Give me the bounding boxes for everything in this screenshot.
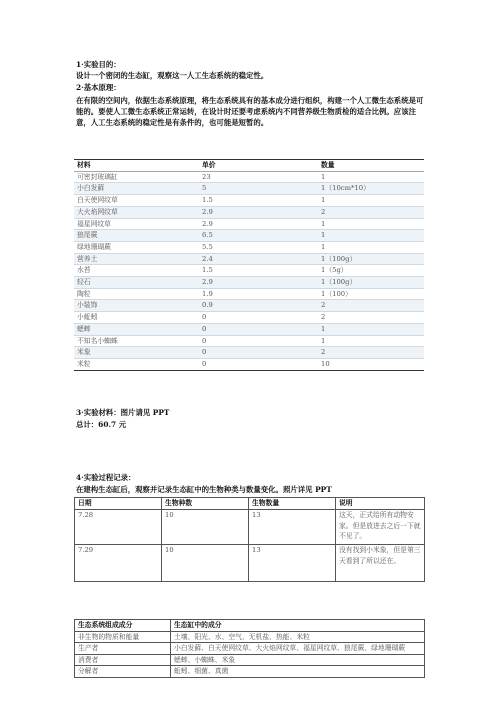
materials-cell-material: 水苔 <box>74 265 199 277</box>
materials-cell-blank <box>256 241 318 253</box>
materials-cell-blank <box>256 288 318 300</box>
table-row <box>74 241 424 253</box>
materials-cell-price: 0.9 <box>199 300 256 312</box>
process-cell-count: 13 <box>249 510 336 545</box>
materials-cell-blank <box>256 218 318 230</box>
materials-cell-blank <box>256 265 318 277</box>
process-header-note: 说明 <box>336 498 425 510</box>
materials-cell-price: 2.9 <box>199 206 256 218</box>
materials-cell-qty: 10 <box>318 358 424 370</box>
materials-cell-price: 1.9 <box>199 288 256 300</box>
table-row <box>74 335 424 347</box>
materials-cell-qty: 1（10cm*10） <box>318 183 424 195</box>
materials-cell-price: 1.5 <box>199 265 256 277</box>
materials-cell-blank <box>256 277 318 289</box>
section-3-title: 3·实验材料：图片请见 PPT <box>76 408 170 417</box>
ecosystem-cell-contents: 小白发藓、白天使网纹草、大火焰网纹草、福星网纹草、狼尾蕨、绿地珊瑚蕨 <box>171 643 425 654</box>
ecosystem-header-row <box>75 620 425 632</box>
materials-cell-material: 米粒 <box>74 358 199 370</box>
materials-cell-material: 大火焰网纹草 <box>74 206 199 218</box>
materials-cell-material: 白天使网纹草 <box>74 195 199 207</box>
table-row <box>74 358 424 370</box>
materials-cell-price: 6.5 <box>199 230 256 242</box>
materials-cell-blank <box>256 171 318 183</box>
ecosystem-cell-component: 分解者 <box>75 666 171 677</box>
table-row <box>74 323 424 335</box>
materials-cell-material: 小装饰 <box>74 300 199 312</box>
materials-cell-qty: 1 <box>318 241 424 253</box>
process-cell-date: 7.28 <box>75 510 162 545</box>
materials-cell-material: 福星网纹草 <box>74 218 199 230</box>
ecosystem-cell-contents: 蟋蟀、小蜘蛛、米象 <box>171 654 425 665</box>
ecosystem-header-component: 生态系统组成成分 <box>75 620 171 632</box>
materials-cell-qty: 1 <box>318 323 424 335</box>
table-row <box>74 253 424 265</box>
ecosystem-table <box>74 619 425 678</box>
materials-cell-material: 蟋蟀 <box>74 323 199 335</box>
table-row <box>74 195 424 207</box>
materials-header-material: 材料 <box>74 160 199 172</box>
materials-cell-qty: 2 <box>318 312 424 324</box>
section-2-title: 2·基本原理： <box>76 83 121 92</box>
materials-cell-material: 营养土 <box>74 253 199 265</box>
table-row <box>75 545 425 582</box>
table-row <box>74 206 424 218</box>
table-row <box>75 643 425 654</box>
materials-header-blank <box>256 160 318 172</box>
materials-cell-blank <box>256 230 318 242</box>
process-cell-note: 这天，正式给所有动物安家。但是放进去之后一下就不见了。 <box>336 510 425 545</box>
materials-cell-material: 小白发藓 <box>74 183 199 195</box>
ecosystem-cell-component: 生产者 <box>75 643 171 654</box>
ecosystem-cell-component: 非生物的物质和能量 <box>75 632 171 643</box>
materials-cell-material: 不知名小蜘蛛 <box>74 335 199 347</box>
process-header-species: 生物种数 <box>162 498 249 510</box>
materials-cell-material: 狼尾蕨 <box>74 230 199 242</box>
materials-cell-qty: 1（100） <box>318 288 424 300</box>
materials-cell-price: 0 <box>199 312 256 324</box>
materials-cell-price: 2.9 <box>199 277 256 289</box>
ecosystem-cell-contents: 土壤、阳光、水、空气、无机盐、热能、米粒 <box>171 632 425 643</box>
table-row <box>74 300 424 312</box>
materials-cell-price: 23 <box>199 171 256 183</box>
process-header-date: 日期 <box>75 498 162 510</box>
section-4-title: 4·实验过程记录： <box>76 473 136 482</box>
section-4-text: 在建构生态缸后，观察并记录生态缸中的生物种类与数量变化。照片详见 PPT <box>76 485 332 494</box>
materials-cell-material: 陶粒 <box>74 288 199 300</box>
table-row <box>75 666 425 677</box>
materials-cell-qty: 1（100g） <box>318 253 424 265</box>
materials-cell-price: 1.5 <box>199 195 256 207</box>
materials-header-row <box>74 160 424 172</box>
materials-cell-qty: 1（5g） <box>318 265 424 277</box>
materials-cell-price: 0 <box>199 358 256 370</box>
materials-cell-material: 绿地珊瑚蕨 <box>74 241 199 253</box>
materials-cell-blank <box>256 253 318 265</box>
materials-cell-qty: 1 <box>318 171 424 183</box>
process-table <box>74 497 425 582</box>
process-header-count: 生物数量 <box>249 498 336 510</box>
materials-cell-material: 可密封玻璃缸 <box>74 171 199 183</box>
table-row <box>74 265 424 277</box>
table-row <box>74 277 424 289</box>
table-row <box>75 654 425 665</box>
process-cell-species: 10 <box>162 510 249 545</box>
materials-cell-material: 小蚯蚓 <box>74 312 199 324</box>
materials-cell-blank <box>256 183 318 195</box>
materials-cell-blank <box>256 300 318 312</box>
materials-cell-price: 5 <box>199 183 256 195</box>
materials-cell-blank <box>256 195 318 207</box>
materials-cell-qty: 2 <box>318 347 424 359</box>
table-row <box>75 632 425 643</box>
materials-cell-price: 2.9 <box>199 218 256 230</box>
materials-cell-qty: 1（100g） <box>318 277 424 289</box>
materials-cell-blank <box>256 347 318 359</box>
ecosystem-cell-contents: 蚯蚓、细菌、真菌 <box>171 666 425 677</box>
process-header-row <box>75 498 425 510</box>
section-2-text: 在有限的空间内，依据生态系统原理，将生态系统具有的基本成分进行组织，构建一个人工微生态系统是可能的。要使人工微生态系统正常运转，在设计时还要考虑系统内不同营养级生物质检的适合比例。应该注意，人工生态系统的稳定性是有条件的，也可能是短暂的。 <box>76 96 424 127</box>
materials-header-qty: 数量 <box>318 160 424 172</box>
materials-cell-price: 0 <box>199 347 256 359</box>
table-row <box>74 230 424 242</box>
materials-cell-qty: 1 <box>318 195 424 207</box>
table-row <box>74 312 424 324</box>
ecosystem-cell-component: 消费者 <box>75 654 171 665</box>
materials-cell-qty: 2 <box>318 300 424 312</box>
process-cell-count: 13 <box>249 545 336 582</box>
section-1-text: 设计一个密闭的生态缸，观察这一人工生态系统的稳定性。 <box>76 71 269 80</box>
materials-cell-price: 0 <box>199 335 256 347</box>
materials-cell-price: 5.5 <box>199 241 256 253</box>
materials-cell-qty: 1 <box>318 218 424 230</box>
materials-cell-material: 轻石 <box>74 277 199 289</box>
process-cell-note: 没有找到小米象，但是第三天看到了所以还在。 <box>336 545 425 582</box>
table-row <box>75 510 425 545</box>
table-row <box>74 288 424 300</box>
materials-cell-blank <box>256 358 318 370</box>
section-1-title: 1·实验目的： <box>76 60 121 69</box>
materials-cell-price: 2.4 <box>199 253 256 265</box>
materials-cell-qty: 1 <box>318 230 424 242</box>
materials-cell-blank <box>256 323 318 335</box>
table-row <box>74 183 424 195</box>
materials-cell-blank <box>256 335 318 347</box>
materials-cell-blank <box>256 206 318 218</box>
table-row <box>74 171 424 183</box>
table-row <box>74 347 424 359</box>
materials-table <box>74 159 424 371</box>
materials-cell-qty: 1 <box>318 335 424 347</box>
process-cell-species: 10 <box>162 545 249 582</box>
materials-cell-price: 0 <box>199 323 256 335</box>
materials-header-price: 单价 <box>199 160 256 172</box>
materials-cell-blank <box>256 312 318 324</box>
materials-cell-qty: 2 <box>318 206 424 218</box>
materials-cell-material: 米象 <box>74 347 199 359</box>
process-cell-date: 7.29 <box>75 545 162 582</box>
ecosystem-header-contents: 生态缸中的成分 <box>171 620 425 632</box>
total-cost: 总计：60.7 元 <box>76 420 127 429</box>
table-row <box>74 218 424 230</box>
